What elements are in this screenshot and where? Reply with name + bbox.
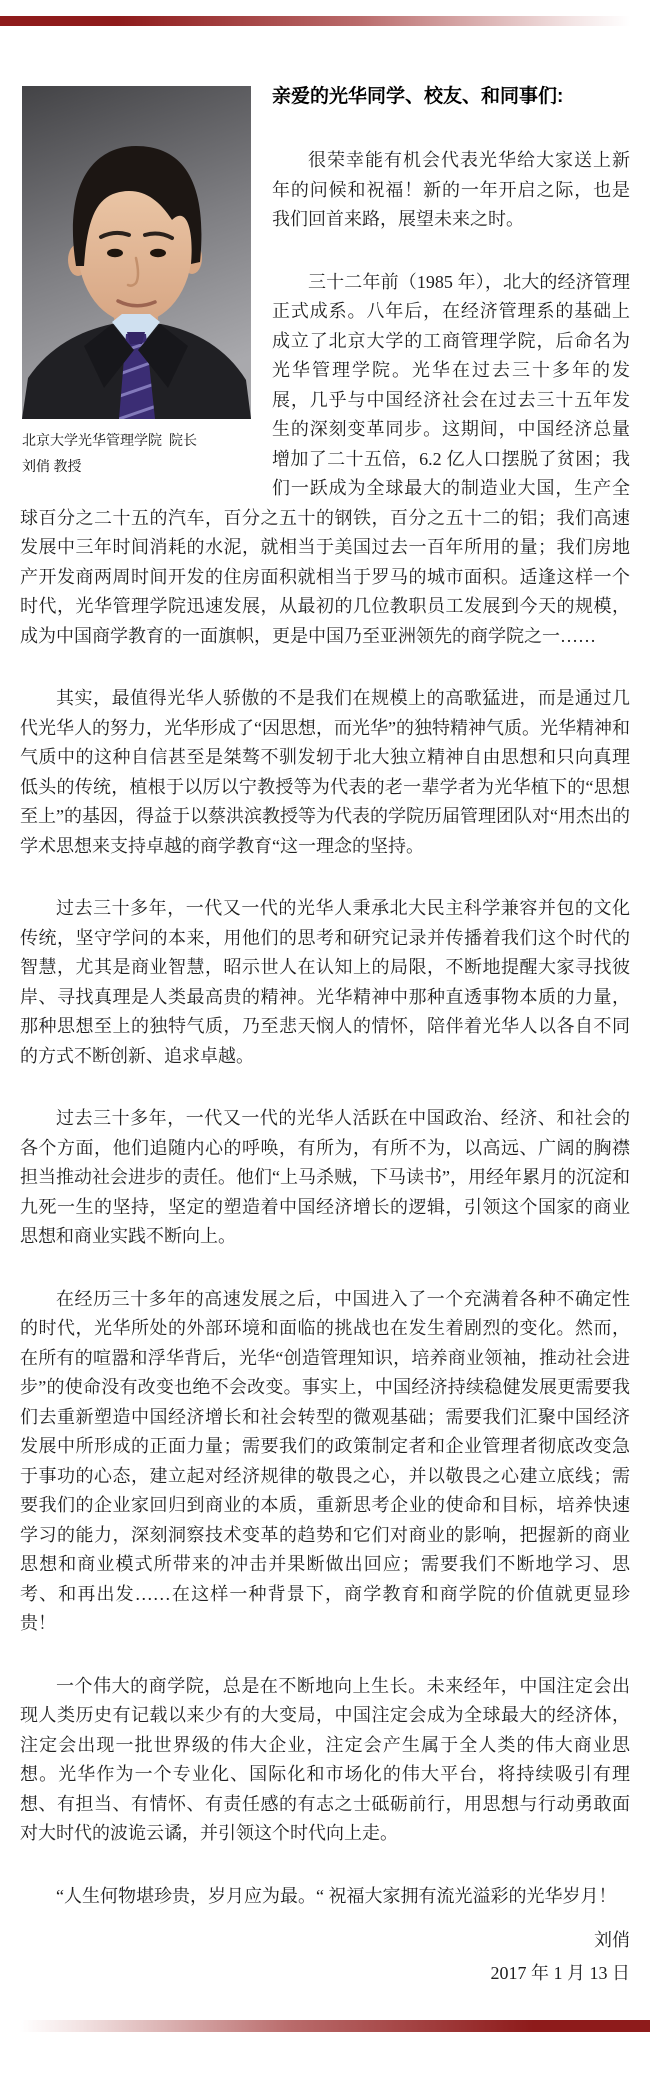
letter-paragraph-future: 一个伟大的商学院，总是在不断地向上生长。未来经年，中国注定会出现人类历史有记载以来少有的大变局，中国注定会成为全球最大的经济体，注定会出现一批世界级的伟大企业，注定会产生属于全人类的伟大商业思想。光华作为一个专业化、国际化和市场化的伟大平台，将持续吸引有理想、有担当、有情怀、有责任感的有志之士砥砺前行，用思想与行动勇敢面对大时代的波诡云谲，并引领这个时代向上走。 [20, 1675, 630, 1843]
letter-paragraph-alumni: 过去三十多年，一代又一代的光华人活跃在中国政治、经济、和社会的各个方面，他们追随内心的呼唤，有所为，有所不为，以高远、广阔的胸襟担当推动社会进步的责任。他们“上马杀贼，下马读书”，用经年累月的沉淀和九死一生的坚持，坚定的塑造着中国经济增长的逻辑，引领这个国家的商业思想和商业实践不断向上。 [20, 1108, 630, 1246]
photo-caption-name: 刘俏 教授 [22, 460, 82, 475]
letter-paragraph-history: 三十二年前（1985 年），北大的经济管理正式成系。八年后，在经济管理系的基础上成立了北京大学的工商管理学院，后命名为光华管理学院。光华在过去三十多年的发展，几乎与中国经济社会在过去三十五年发生的深刻变革同步。这期间，中国经济总量增加了二十五倍，6.2 亿人口摆脱了贫困；我们一跃成为全球最大的制造业大国，生产全球百分之二十五的汽车，百分之五十的钢铁，百分之五十二的铝；我们高速发展中三年时间消耗的水泥，就相当于美国过去一百年所用的量；我们房地产开发商两周时间开发的住房面积就相当于罗马的城市面积。适逢这样一个时代，光华管理学院迅速发展，从最初的几位教职员工发展到今天的规模，成为中国商学教育的一面旗帜，更是中国乃至亚洲领先的商学院之一…… [20, 271, 630, 646]
letter-content [20, 85, 630, 1990]
dean-portrait-photo [22, 86, 251, 419]
letter-paragraph-greeting: 很荣幸能有机会代表光华给大家送上新年的问候和祝福！新的一年开启之际，也是我们回首来路，展望未来之时。 [272, 150, 630, 229]
signature-block [20, 1925, 630, 1990]
signature-name: 刘俏 [594, 1930, 630, 1950]
letter-paragraph-spirit: 其实，最值得光华人骄傲的不是我们在规模上的高歌猛进，而是通过几代光华人的努力，光华形成了“因思想，而光华”的独特精神气质。光华精神和气质中的这种自信甚至是桀骜不驯发轫于北大独立精神自由思想和只向真理低头的传统，植根于以厉以宁教授等为代表的老一辈学者为光华植下的“思想至上”的基因，得益于以蔡洪滨教授等为代表的学院历届管理团队对“用杰出的学术思想来支持卓越的商学教育“这一理念的坚持。 [20, 688, 630, 856]
photo-block [22, 86, 251, 481]
top-gradient-bar [0, 16, 650, 26]
salutation: 亲爱的光华同学、校友、和同事们: [272, 86, 564, 107]
bottom-gradient-bar [0, 2020, 650, 2032]
letter-paragraph-tradition: 过去三十多年，一代又一代的光华人秉承北大民主科学兼容并包的文化传统，坚守学问的本来，用他们的思考和研究记录并传播着我们这个时代的智慧，尤其是商业智慧，昭示世人在认知上的局限，不断地提醒大家寻找彼岸、寻找真理是人类最高贵的精神。光华精神中那种直透事物本质的力量，那种思想至上的独特气质，乃至悲天悯人的情怀，陪伴着光华人以各自不同的方式不断创新、追求卓越。 [20, 898, 630, 1066]
letter-paragraph-blessing: “人生何物堪珍贵，岁月应为最。“ 祝福大家拥有流光溢彩的光华岁月！ [56, 1885, 617, 1906]
letter-paragraph-mission: 在经历三十多年的高速发展之后，中国进入了一个充满着各种不确定性的时代，光华所处的外部环境和面临的挑战也在发生着剧烈的变化。然而，在所有的喧嚣和浮华背后，光华“创造管理知识，培养商业领袖，推动社会进步”的使命没有改变也绝不会改变。事实上，中国经济持续稳健发展更需要我们去重新塑造中国经济增长和社会转型的微观基础；需要我们汇聚中国经济发展中所形成的正面力量；需要我们的政策制定者和企业管理者彻底改变急于事功的心态，建立起对经济规律的敬畏之心，并以敬畏之心建立底线；需要我们的企业家回归到商业的本质，重新思考企业的使命和目标，培养快速学习的能力，深刻洞察技术变革的趋势和它们对商业的影响，把握新的商业思想和商业模式所带来的冲击并果断做出回应；需要我们不断地学习、思考、和再出发……在这样一种背景下，商学教育和商学院的价值就更显珍贵！ [20, 1288, 630, 1633]
photo-caption-affiliation: 北京大学光华管理学院 院长 [22, 434, 197, 449]
signature-date: 2017 年 1 月 13 日 [490, 1963, 630, 1983]
